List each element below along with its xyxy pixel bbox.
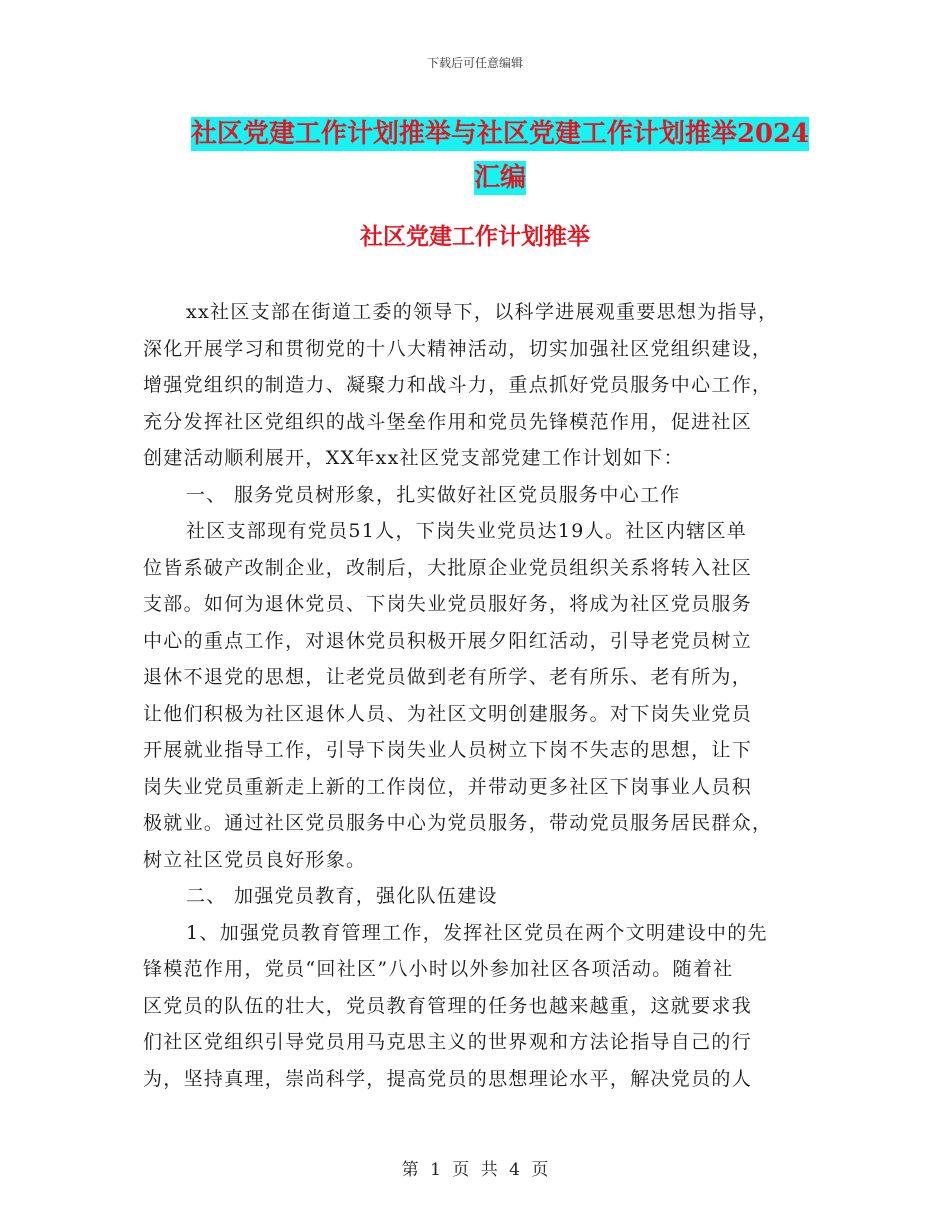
body-line: 创建活动顺利展开，XX年xx社区党支部党建工作计划如下： — [143, 447, 684, 469]
document-title — [190, 112, 810, 200]
body-line: 1、加强党员教育管理工作，发挥社区党员在两个文明建设中的先 — [186, 921, 768, 944]
body-line: 开展就业指导工作，引导下岗失业人员树立下岗不失志的思想，让下 — [143, 739, 753, 761]
body-line: 退休不退党的思想，让老党员做到老有所学、老有所乐、老有所为， — [143, 666, 753, 688]
body-line: 锋模范作用，党员“回社区”八小时以外参加社区各项活动。随着社 — [143, 958, 734, 980]
body-line: 深化开展学习和贯彻党的十八大精神活动，切实加强社区党组织建设， — [143, 337, 773, 360]
title-line-2: 汇编 — [473, 163, 526, 193]
body-line: 区党员的队伍的壮大，党员教育管理的任务也越来越重，这就要求我 — [143, 994, 753, 1017]
body-line: 们社区党组织引导党员用马克思主义的世界观和方法论指导自己的行 — [143, 1031, 753, 1053]
body-line: 中心的重点工作，对退休党员积极开展夕阳红活动，引导老党员树立 — [143, 629, 753, 652]
body-line: 充分发挥社区党组织的战斗堡垒作用和党员先锋模范作用，促进社区 — [143, 410, 753, 433]
body-line: 二、 加强党员教育，强化队伍建设 — [186, 885, 498, 907]
body-line: xx社区支部在街道工委的领导下，以科学进展观重要思想为指导， — [186, 301, 779, 323]
body-line: 增强党组织的制造力、凝聚力和战斗力，重点抓好党员服务中心工作， — [143, 374, 773, 396]
body-line: 让他们积极为社区退休人员、为社区文明创建服务。对下岗失业党员 — [143, 702, 753, 725]
page-footer: 第 1 页 共 4 页 — [401, 1160, 549, 1180]
body-line: 极就业。通过社区党员服务中心为党员服务，带动党员服务居民群众， — [143, 812, 773, 834]
body-line: 为，坚持真理，崇尚科学，提高党员的思想理论水平，解决党员的人 — [143, 1067, 753, 1090]
body-line: 社区支部现有党员51人，下岗失业党员达19人。社区内辖区单 — [186, 520, 748, 542]
body-line: 一、 服务党员树形象，扎实做好社区党员服务中心工作 — [186, 483, 681, 506]
header-note: 下载后可任意编辑 — [426, 56, 523, 70]
body-text — [143, 294, 823, 1097]
section-title: 社区党建工作计划推举 — [360, 223, 590, 250]
body-line: 树立社区党员良好形象。 — [143, 848, 367, 871]
body-line: 位皆系破产改制企业，改制后，大批原企业党员组织关系将转入社区 — [143, 556, 753, 579]
body-line: 支部。如何为退休党员、下岗失业党员服好务，将成为社区党员服务 — [143, 593, 753, 615]
body-line: 岗失业党员重新走上新的工作岗位，并带动更多社区下岗事业人员积 — [143, 775, 753, 798]
title-line-1: 社区党建工作计划推举与社区党建工作计划推举2024 — [190, 119, 810, 149]
